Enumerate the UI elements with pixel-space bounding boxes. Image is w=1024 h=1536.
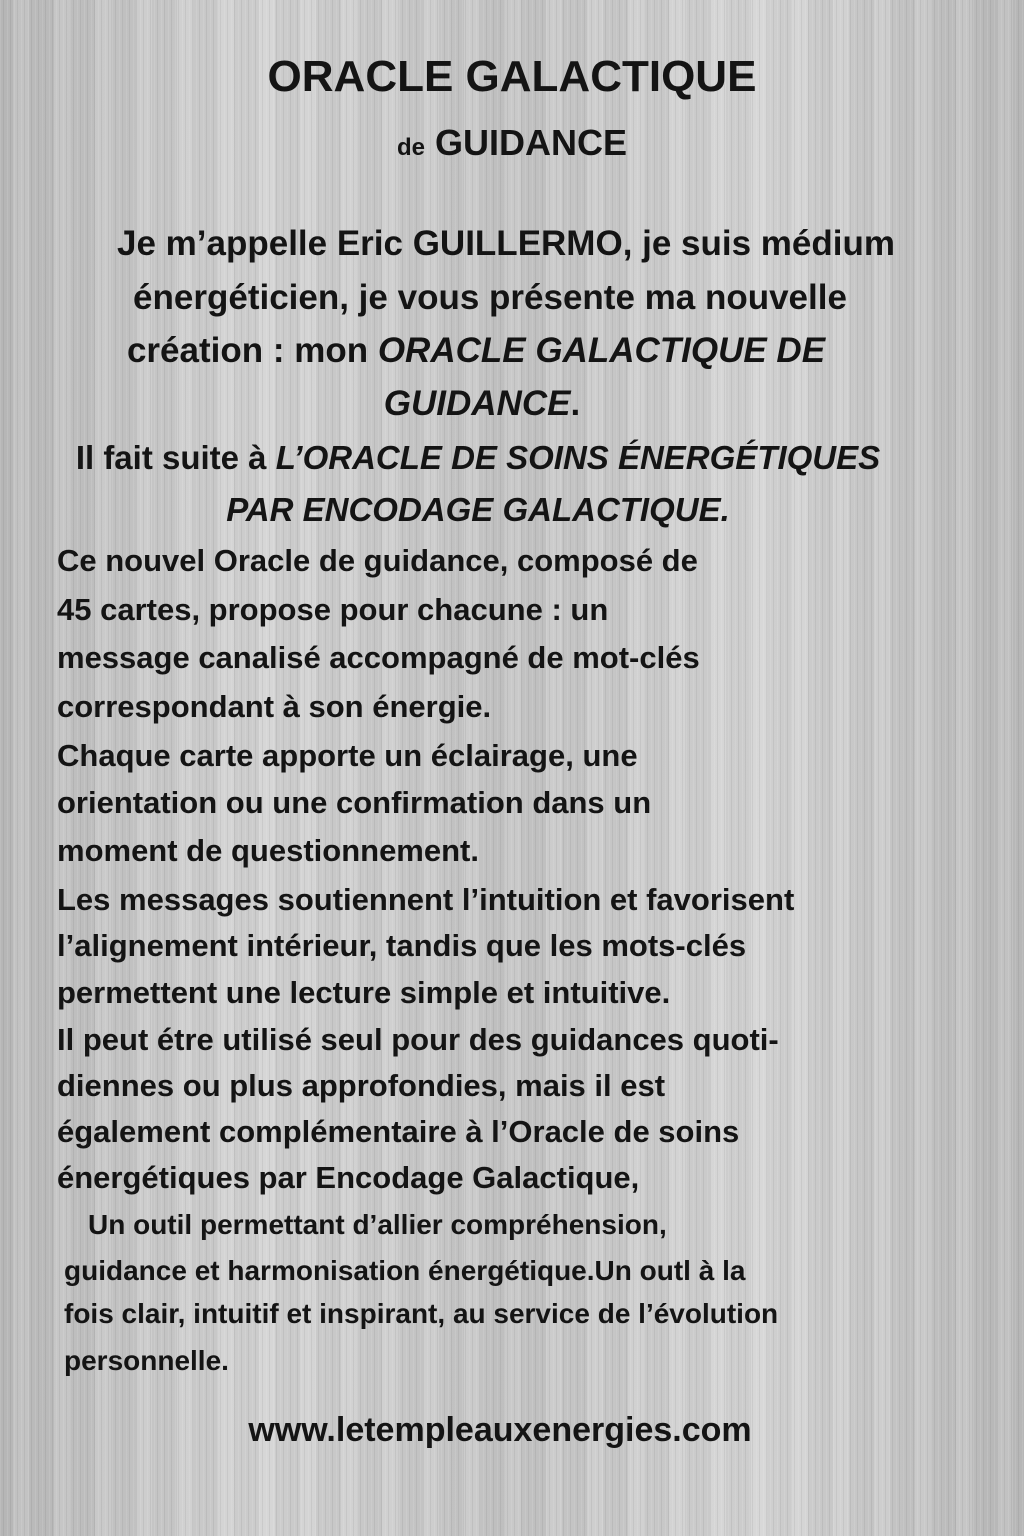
closing-line: guidance et harmonisation énergétique.Un outl à la (64, 1255, 746, 1286)
page-title: ORACLE GALACTIQUE (267, 52, 757, 101)
body-line: correspondant à son énergie. (57, 689, 492, 724)
intro-line (0, 384, 994, 424)
intro-emphasis: PAR ENCODAGE GALACTIQUE. (226, 491, 730, 528)
intro-line: énergéticien, je vous présente ma nouvelle (133, 278, 847, 317)
body-line: l’alignement intérieur, tandis que les mots-clés (57, 928, 747, 963)
subtitle (0, 122, 1024, 164)
body-line: 45 cartes, propose pour chacune : un (57, 592, 609, 627)
body-line: Les messages soutiennent l’intuition et favorisent (57, 882, 795, 917)
intro-emphasis: ORACLE GALACTIQUE DE (377, 331, 826, 370)
body-line: Il peut étre utilisé seul pour des guidances quoti- (57, 1022, 779, 1057)
intro-line (0, 491, 990, 529)
intro-text: Il fait suite à (75, 439, 276, 476)
subtitle-main: GUIDANCE (435, 122, 628, 163)
closing-line: fois clair, intuitif et inspirant, au service de l’évolution (64, 1298, 779, 1329)
intro-text: . (570, 384, 581, 423)
intro-text: création : mon (126, 331, 378, 370)
intro-emphasis: L’ORACLE DE SOINS ÉNERGÉTIQUES (275, 439, 881, 476)
body-line: orientation ou une confirmation dans un (57, 785, 652, 820)
intro-line (0, 439, 990, 477)
body-line: permettent une lecture simple et intuitive. (57, 975, 671, 1010)
body-line: également complémentaire à l’Oracle de soins (57, 1114, 740, 1149)
closing-line: Un outil permettant d’allier compréhension, (88, 1209, 667, 1240)
body-line: Ce nouvel Oracle de guidance, composé de (57, 543, 698, 578)
closing-line: personnelle. (64, 1345, 229, 1376)
body-line: énergétiques par Encodage Galactique, (57, 1160, 640, 1195)
intro-line (0, 331, 988, 371)
body-line: diennes ou plus approfondies, mais il est (57, 1068, 666, 1103)
subtitle-prefix: de (396, 134, 425, 161)
intro-line: Je m’appelle Eric GUILLERMO, je suis médium (117, 224, 895, 263)
body-line: moment de questionnement. (57, 833, 479, 868)
body-line: Chaque carte apporte un éclairage, une (57, 738, 638, 773)
body-line: message canalisé accompagné de mot-clés (57, 640, 700, 675)
website-link[interactable]: www.letempleauxenergies.com (248, 1411, 752, 1449)
intro-emphasis: GUIDANCE (383, 384, 571, 423)
